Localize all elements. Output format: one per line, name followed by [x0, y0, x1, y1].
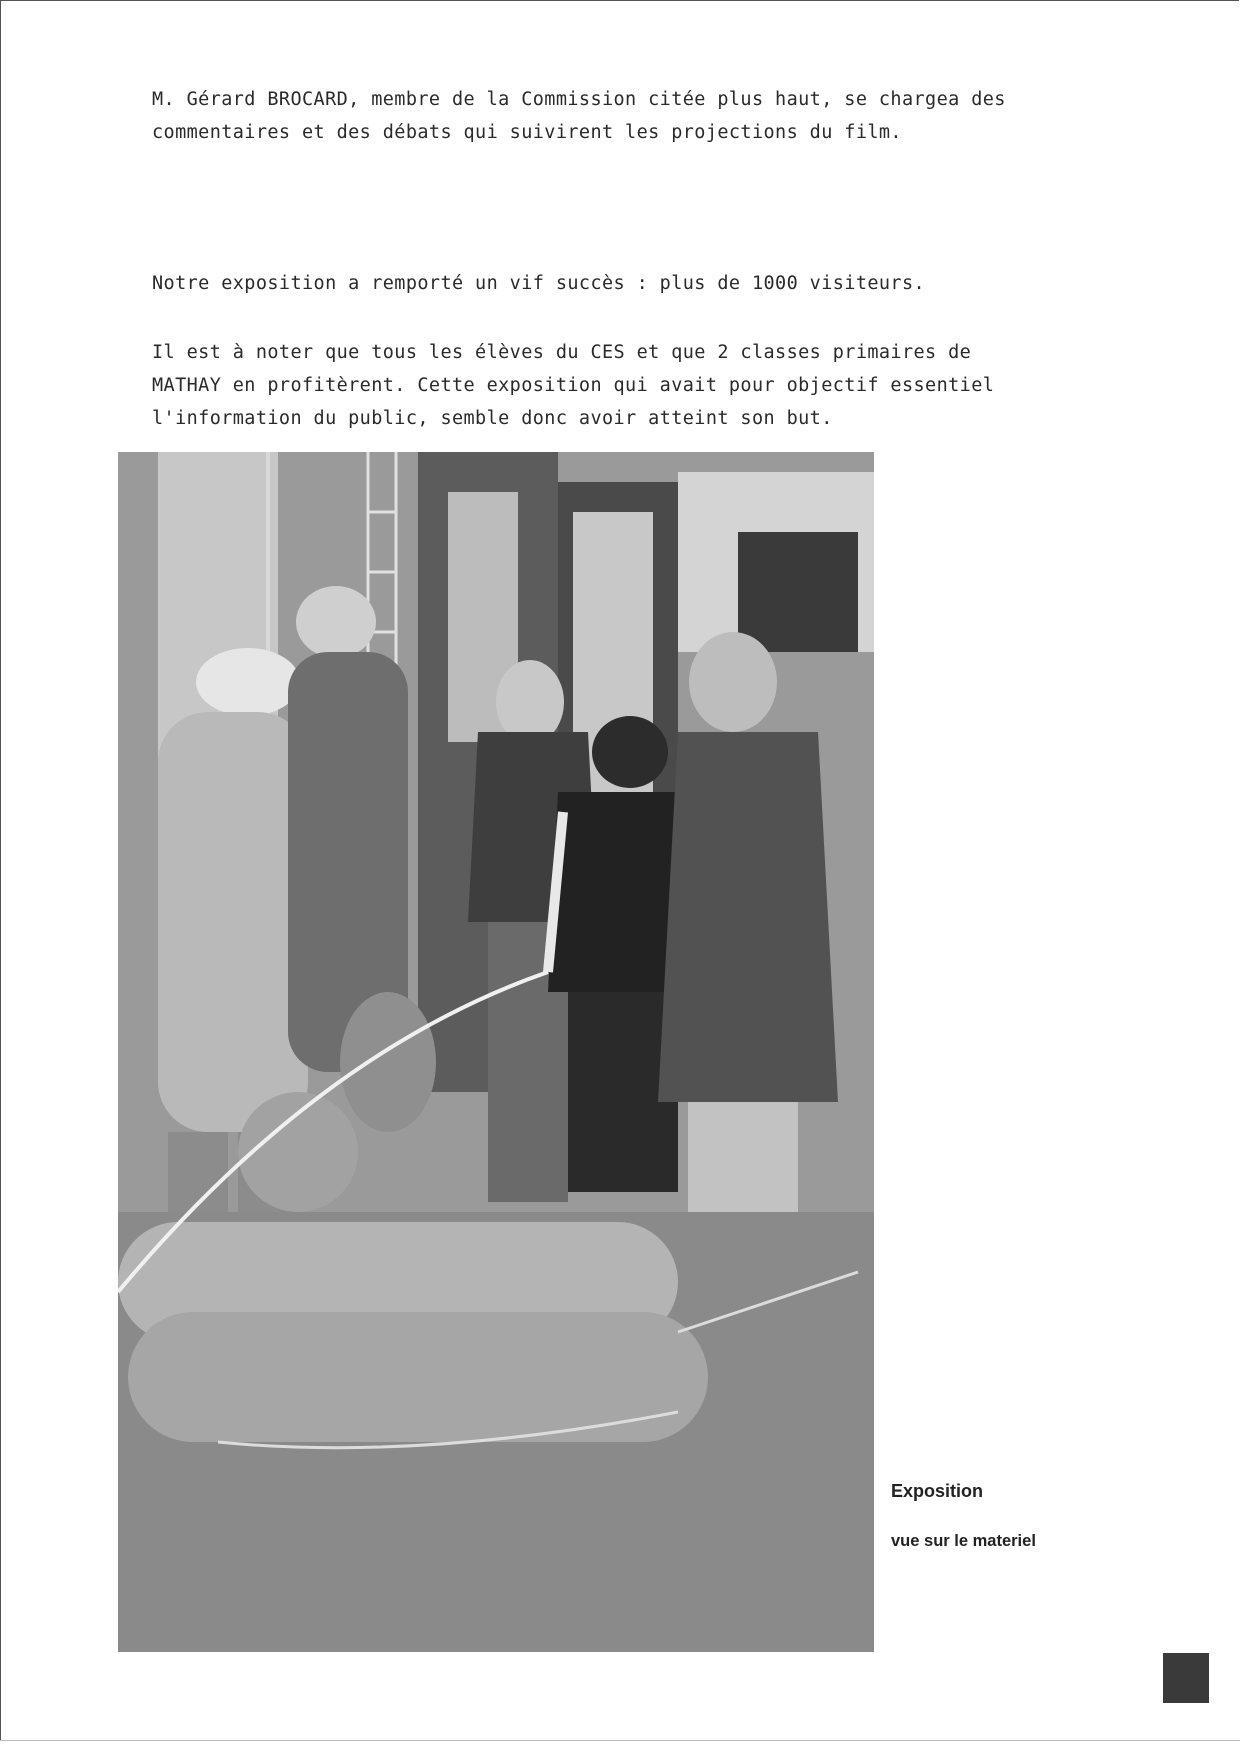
paragraph-line: Notre exposition a remporté un vif succès : plus de 1000 visiteurs.	[152, 273, 926, 294]
paragraph-line: Il est à noter que tous les élèves du CES et que 2 classes primaires de	[152, 342, 972, 363]
page-corner-mark	[1163, 1653, 1209, 1703]
photo-caption-subtitle: vue sur le materiel	[891, 1532, 1036, 1550]
exhibition-photo	[118, 452, 874, 1652]
page-bottom-rule	[0, 1740, 1240, 1741]
paragraph-line: MATHAY en profitèrent. Cette exposition qui avait pour objectif essentiel	[152, 375, 995, 396]
paragraph-line: M. Gérard BROCARD, membre de la Commission citée plus haut, se chargea des	[152, 89, 1006, 110]
paragraph-line: l'information du public, semble donc avoir atteint son but.	[152, 408, 833, 429]
paragraph-students	[152, 336, 1142, 435]
paragraph-visitors	[152, 267, 1142, 300]
photo-caption-title: Exposition	[891, 1481, 984, 1501]
paragraph-brocard	[152, 83, 1142, 149]
exhibition-photo-illustration	[118, 452, 874, 1652]
paragraph-line: commentaires et des débats qui suivirent les projections du film.	[152, 122, 902, 143]
